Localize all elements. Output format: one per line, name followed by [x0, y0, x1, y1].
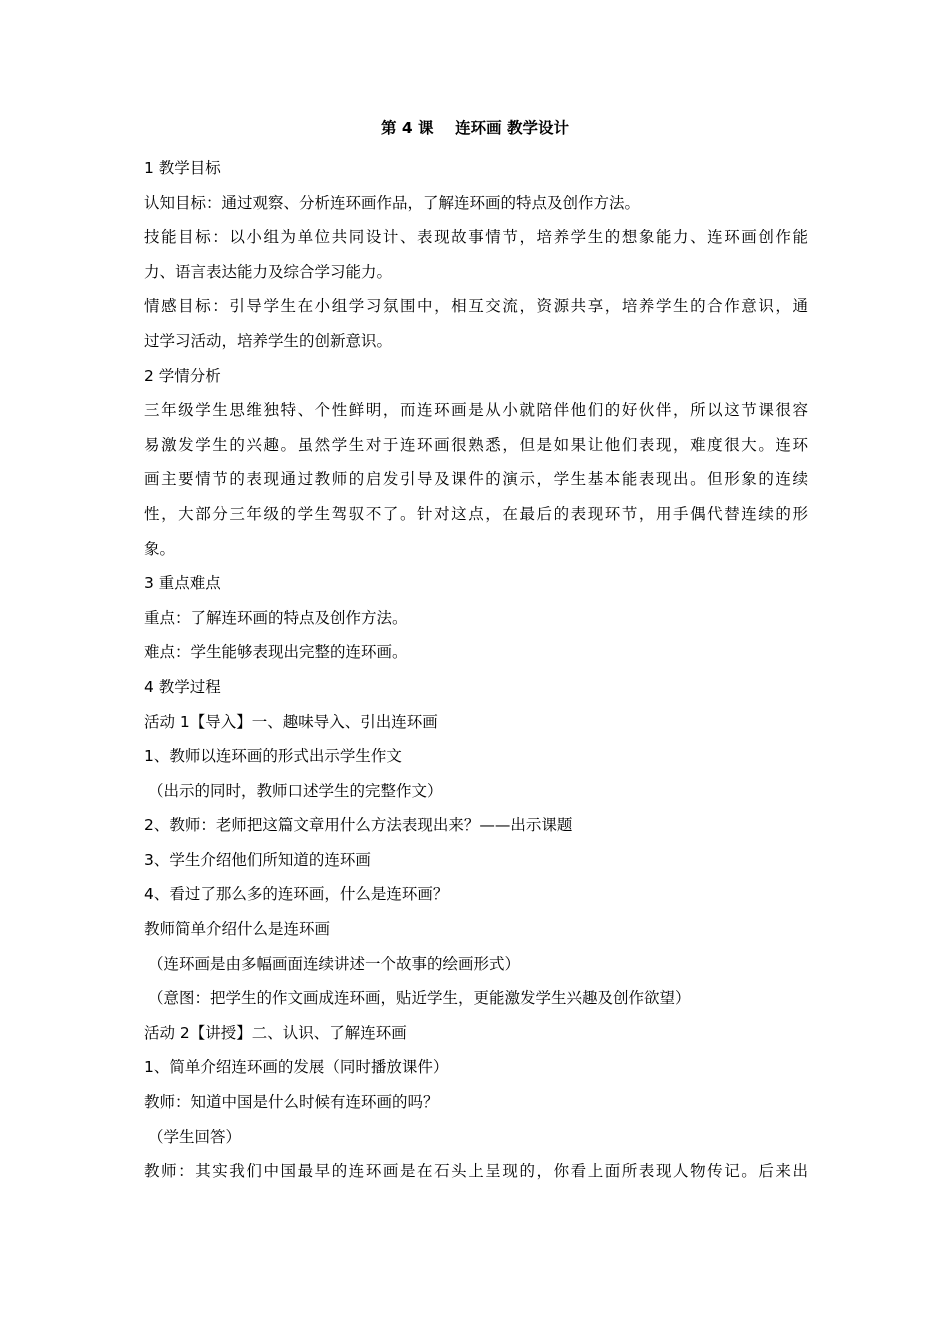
paragraph-line: 过学习活动，培养学生的创新意识。 [144, 331, 393, 350]
paragraph-line: 2、教师：老师把这篇文章用什么方法表现出来？——出示课题 [144, 816, 573, 835]
paragraph-line: 教师：知道中国是什么时候有连环画的吗？ [144, 1093, 439, 1112]
paragraph-line: （连环画是由多幅画面连续讲述一个故事的绘画形式） [148, 954, 521, 973]
paragraph-line: 象。 [144, 539, 176, 558]
paragraph-line: 3、学生介绍他们所知道的连环画 [144, 850, 371, 869]
paragraph-line: 1、简单介绍连环画的发展（同时播放课件） [144, 1058, 449, 1077]
paragraph-line: 4、看过了那么多的连环画，什么是连环画？ [144, 885, 449, 904]
paragraph-line: 教师简单介绍什么是连环画 [144, 920, 331, 939]
lesson-title: 第 4 课 连环画 教学设计 [380, 119, 570, 137]
document-body [144, 151, 808, 1189]
paragraph-line: （出示的同时，教师口述学生的完整作文） [148, 781, 443, 800]
paragraph-line: 教师：其实我们中国最早的连环画是在石头上呈现的，你看上面所表现人物传记。后来出 [144, 1162, 808, 1181]
activity-heading: 活动 1【导入】一、趣味导入、引出连环画 [144, 712, 438, 731]
activity-heading: 活动 2【讲授】二、认识、了解连环画 [144, 1023, 407, 1042]
paragraph-line: 力、语言表达能力及综合学习能力。 [144, 262, 393, 281]
paragraph-line: 认知目标：通过观察、分析连环画作品，了解连环画的特点及创作方法。 [144, 193, 641, 212]
heading-teaching-process: 4 教学过程 [144, 677, 221, 696]
paragraph-line: （意图：把学生的作文画成连环画，贴近学生，更能激发学生兴趣及创作欲望） [148, 989, 691, 1008]
paragraph-line: 重点：了解连环画的特点及创作方法。 [144, 608, 408, 627]
heading-teaching-goals: 1 教学目标 [144, 159, 221, 177]
paragraph-line: 1、教师以连环画的形式出示学生作文 [144, 747, 402, 766]
paragraph-line: 三年级学生思维独特、个性鲜明，而连环画是从小就陪伴他们的好伙伴，所以这节课很容 [144, 401, 808, 420]
paragraph-line: 情感目标：引导学生在小组学习氛围中，相互交流，资源共享，培养学生的合作意识，通 [144, 297, 808, 316]
paragraph-line: 性，大部分三年级的学生驾驭不了。针对这点，在最后的表现环节，用手偶代替连续的形 [144, 504, 808, 523]
heading-key-points: 3 重点难点 [144, 574, 221, 593]
heading-learning-analysis: 2 学情分析 [144, 366, 221, 385]
paragraph-line: 技能目标：以小组为单位共同设计、表现故事情节，培养学生的想象能力、连环画创作能 [144, 228, 808, 247]
paragraph-line: 难点：学生能够表现出完整的连环画。 [144, 643, 408, 662]
paragraph-line: （学生回答） [148, 1127, 242, 1146]
paragraph-line: 易激发学生的兴趣。虽然学生对于连环画很熟悉，但是如果让他们表现，难度很大。连环 [144, 435, 808, 454]
paragraph-line: 画主要情节的表现通过教师的启发引导及课件的演示，学生基本能表现出。但形象的连续 [144, 470, 808, 489]
